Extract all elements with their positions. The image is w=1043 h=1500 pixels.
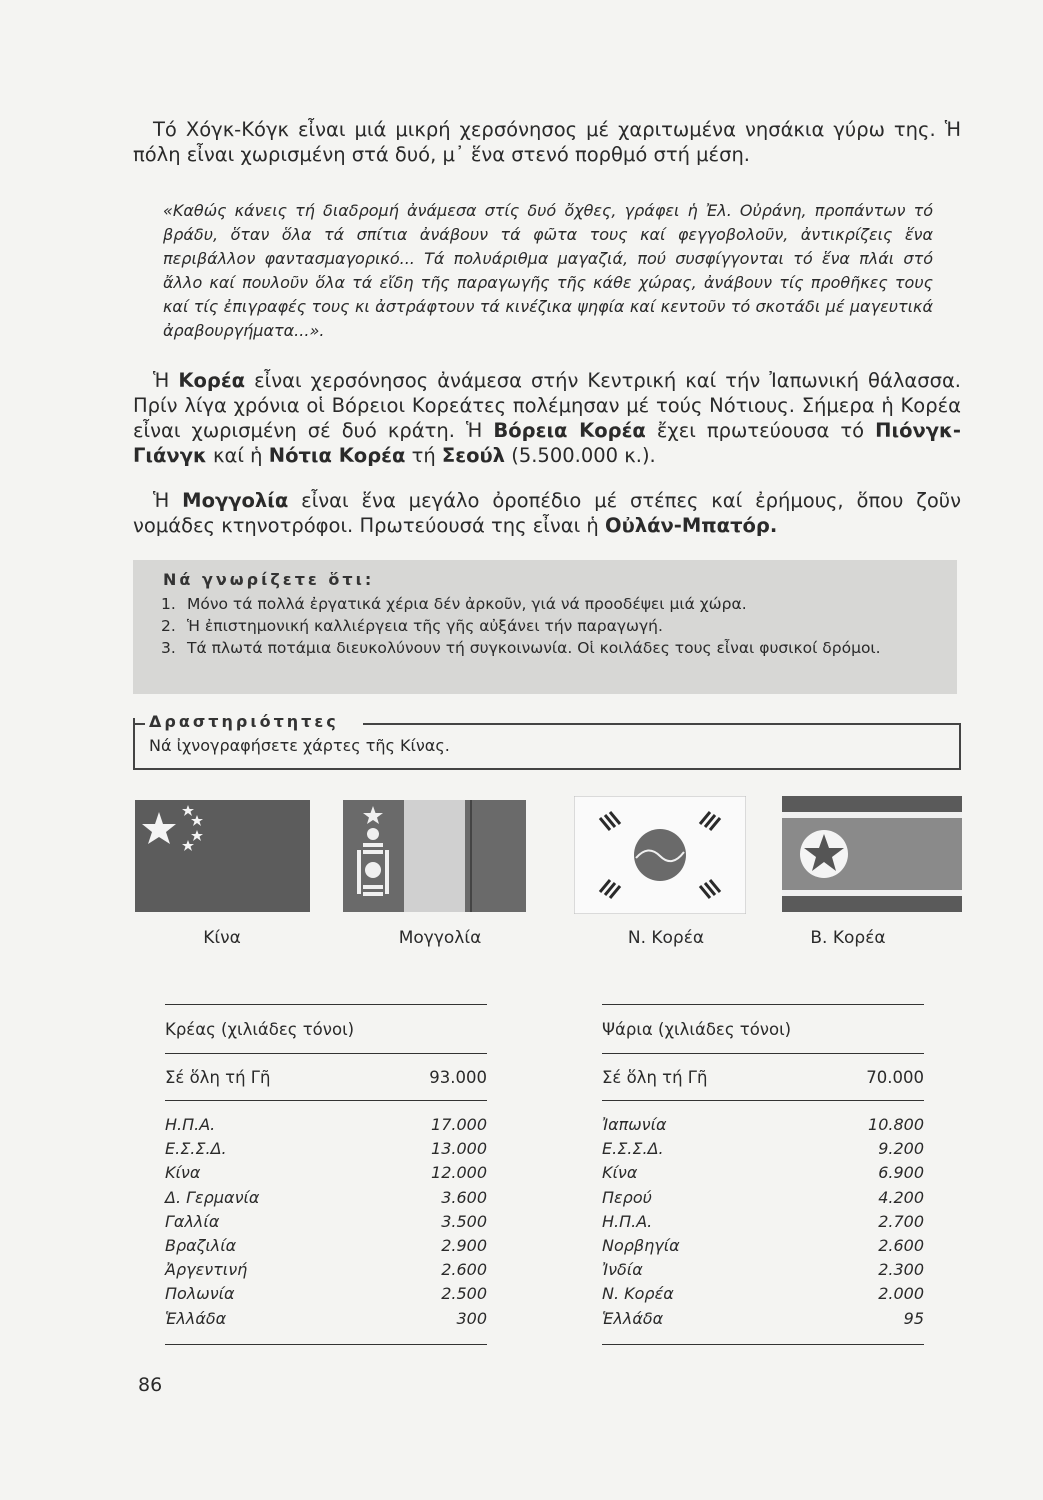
country-name: Ἑλλάδα [165,1308,227,1328]
table-row [602,1282,924,1306]
north-korea-flag-icon [782,796,962,912]
country-name: Ἰαπωνία [602,1115,667,1134]
production-value: 10.800 [868,1115,924,1134]
country-name: Περού [602,1187,652,1207]
table-row [602,1234,924,1258]
country-name: Ε.Σ.Σ.Δ. [165,1139,227,1159]
production-value: 2.500 [441,1284,487,1304]
south-korea-flag-icon [574,796,746,914]
activities-text: Νά ἰχνογραφήσετε χάρτες τῆς Κίνας. [149,736,450,755]
table-row [602,1307,924,1331]
production-value: 4.200 [878,1187,924,1207]
list-item: 1. Μόνο τά πολλά ἐργατικά χέρια δέν ἀρκοῦν, γιά νά προοδέψει μιά χώρα. [161,595,747,613]
table-row [165,1210,487,1234]
country-name: Κίνα [165,1163,201,1183]
table-row [602,1137,924,1161]
table-total: Σέ ὅλη τή Γῆ 70.000 [602,1068,924,1087]
production-value: 2.000 [878,1284,924,1304]
know-box [133,560,957,694]
production-value: 2.300 [878,1260,924,1280]
activities-box [133,712,961,770]
flag-label: Ν. Κορέα [627,928,705,948]
korea-paragraph: Ἡ Κορέα εἶναι χερσόνησος ἀνάμεσα στήν Κεντρική καί τήν Ἰαπωνική θάλασσα. Πρίν λίγα χρόνια οἱ Βόρειοι Κορεάτες πολέμησαν μέ τούς Νότιους. Σήμερα ἡ Κορέα εἶναι χωρισμένη σέ δυό κράτη. Ἡ Βόρεια Κορέα ἔχει πρωτεύουσα τό Πιόνγκ-Γιάνγκ καί ἡ Νότια Κορέα τή Σεούλ (5.500.000 κ.). [133,369,961,467]
table-rows [165,1113,487,1331]
country-name: Ἰνδία [602,1260,643,1280]
production-value: 2.700 [878,1211,924,1231]
country-name: Ν. Κορέα [602,1284,674,1304]
production-value: 6.900 [878,1163,924,1183]
country-name: Ἀργεντινή [165,1260,248,1280]
flag-label: Β. Κορέα [810,928,886,948]
table-row [602,1186,924,1210]
production-value: 2.600 [878,1235,924,1255]
table-row [165,1307,487,1331]
country-name: Γαλλία [165,1211,220,1231]
country-name: Πολωνία [165,1284,235,1304]
table-header: Ψάρια (χιλιάδες τόνοι) [602,1020,792,1039]
flag-label: Κίνα [203,928,241,948]
mongolia-flag-icon [343,800,526,912]
list-item: 3. Τά πλωτά ποτάμια διευκολύνουν τή συγκοινωνία. Οἱ κοιλάδες τους εἶναι φυσικοί δρόμοι. [161,639,881,657]
country-name: Κίνα [602,1163,638,1183]
table-row [165,1137,487,1161]
table-row [602,1161,924,1185]
country-name: Η.Π.Α. [165,1115,216,1134]
table-total: Σέ ὅλη τή Γῆ 93.000 [165,1068,487,1087]
country-name: Νορβηγία [602,1235,680,1255]
table-row [602,1210,924,1234]
production-value: 3.500 [441,1211,487,1231]
quote-paragraph: «Καθώς κάνεις τή διαδρομή ἀνάμεσα στίς δυό ὄχθες, γράφει ἡ Ἐλ. Οὐράνη, προπάντων τό βράδυ, ὅταν ὅλα τά σπίτια ἀνάβουν τά φῶτα τους καί φεγγοβολοῦν, ἀντικρίζεις ἕνα περιβάλλον φαντασμαγορικό... Τά πολυάριθμα μαγαζιά, πού συσφίγγονται τό ἕνα πλάι στό ἄλλο καί πουλοῦν ὅλα τά εἴδη τῆς παραγωγῆς τῆς κάθε χώρας, ἀνάβουν τίς προθῆκες τους καί τίς ἐπιγραφές τους κι ἀστράφτουν τά κινέζικα ψηφία καί κεντοῦν τό σκοτάδι μέ μαγευτικά ἀραβουργήματα...». [163,201,933,340]
know-list [161,593,951,659]
country-name: Ἑλλάδα [602,1308,664,1328]
production-value: 3.600 [441,1187,487,1207]
know-title: Νά γνωρίζετε ὅτι: [163,570,375,589]
country-name: Ε.Σ.Σ.Δ. [602,1139,664,1159]
country-name: Η.Π.Α. [602,1211,653,1231]
country-name: Δ. Γερμανία [165,1187,260,1207]
production-value: 300 [456,1308,487,1328]
activities-title: Δραστηριότητες [149,712,339,731]
country-name: Βραζιλία [165,1235,237,1255]
table-row [165,1282,487,1306]
table-row [165,1186,487,1210]
table-rows [602,1113,924,1331]
production-value: 9.200 [878,1139,924,1159]
production-value: 95 [903,1308,924,1328]
table-row [165,1113,487,1137]
china-flag-icon [135,800,310,912]
list-item: 2. Ἡ ἐπιστημονική καλλιέργεια τῆς γῆς αὐξάνει τήν παραγωγή. [161,617,663,635]
table-row [602,1258,924,1282]
intro-paragraph: Τό Χόγκ-Κόγκ εἶναι μιά μικρή χερσόνησος μέ χαριτωμένα νησάκια γύρω της. Ἡ πόλη εἶναι χωρισμένη στά δυό, μ᾽ ἕνα στενό πορθμό στή μέση. [133,118,961,166]
table-row [165,1234,487,1258]
production-value: 13.000 [431,1139,487,1159]
production-value: 2.900 [441,1235,487,1255]
production-value: 2.600 [441,1260,487,1280]
page-number: 86 [138,1374,163,1396]
table-row [165,1258,487,1282]
production-value: 17.000 [431,1115,487,1134]
mongolia-paragraph: Ἡ Μογγολία εἶναι ἕνα μεγάλο ὀροπέδιο μέ στέπες καί ἐρήμους, ὅπου ζοῦν νομάδες κτηνοτρόφοι. Πρωτεύουσά της εἶναι ἡ Οὐλάν-Μπατόρ. [133,489,961,537]
table-header: Κρέας (χιλιάδες τόνοι) [165,1020,355,1039]
table-row [165,1161,487,1185]
production-value: 12.000 [431,1163,487,1183]
flag-label: Μογγολία [398,928,482,948]
table-row [602,1113,924,1137]
